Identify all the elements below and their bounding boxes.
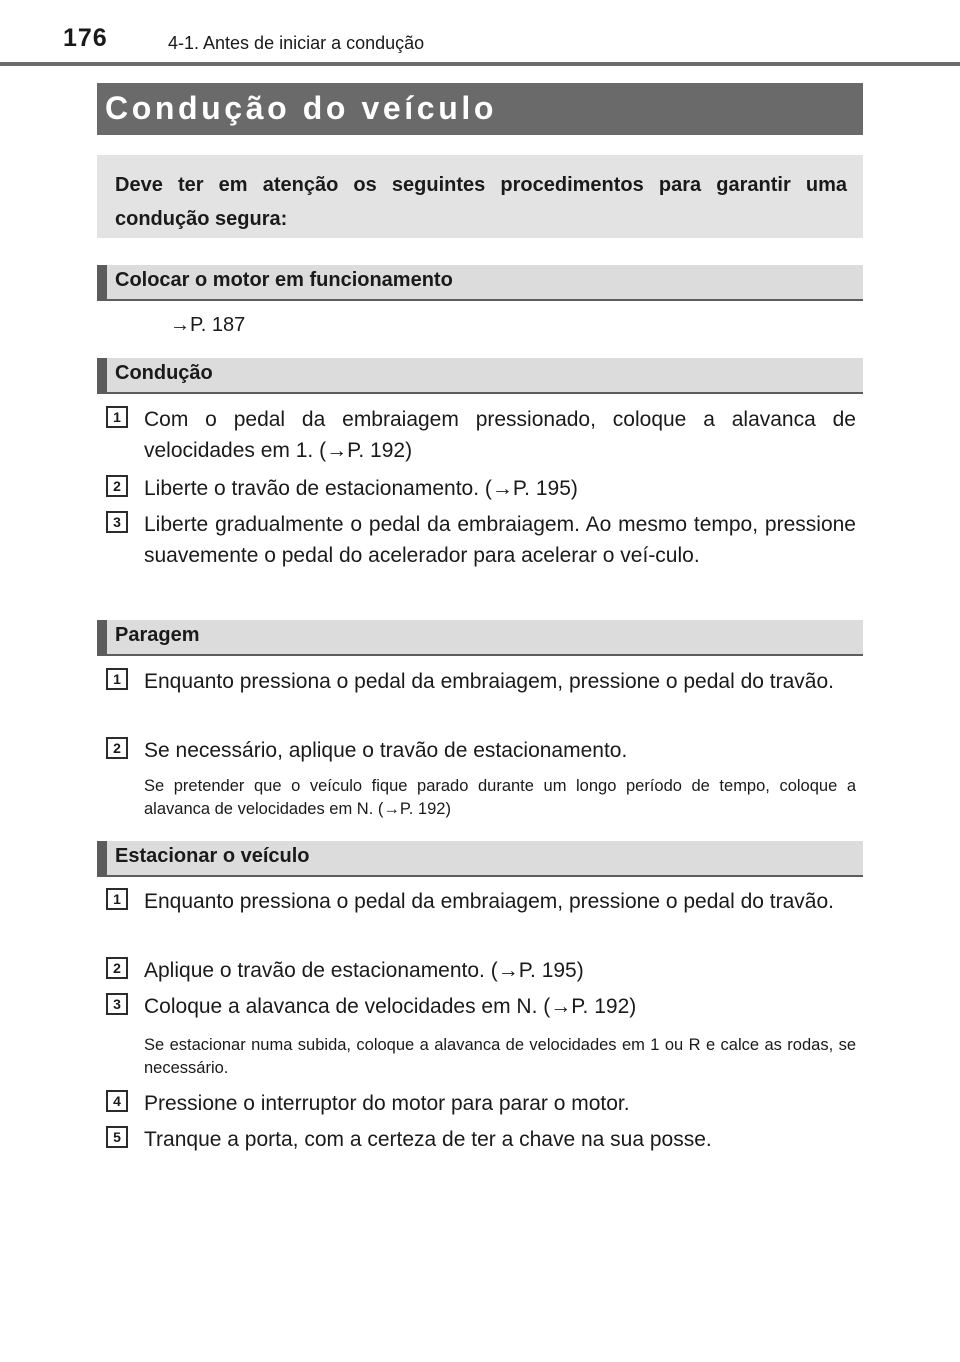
page-header <box>0 0 960 66</box>
step-text: Pressione o interruptor do motor para parar o motor. <box>144 1092 630 1115</box>
step-number-badge: 2 <box>106 737 128 759</box>
step-text: Liberte gradualmente o pedal da embraiagem. Ao mesmo tempo, pressione suavemente o pedal do acelerador para acelerar o veí-culo. <box>144 513 856 567</box>
header-rule <box>0 62 960 66</box>
step-number-badge: 1 <box>106 406 128 428</box>
step-text: Liberte o travão de estacionamento. (→P. 195) <box>144 477 578 500</box>
subheading-stopping <box>97 620 863 656</box>
step-number-badge: 5 <box>106 1126 128 1148</box>
subheading-driving <box>97 358 863 394</box>
step-number-badge: 1 <box>106 888 128 910</box>
step-number-badge: 3 <box>106 511 128 533</box>
step-number-badge: 1 <box>106 668 128 690</box>
page-title-bar <box>97 83 863 135</box>
step-text: Enquanto pressiona o pedal da embraiagem, pressione o pedal do travão. <box>144 670 834 693</box>
subheading-parking <box>97 841 863 877</box>
intro-box <box>97 155 863 238</box>
step-number-badge: 3 <box>106 993 128 1015</box>
step-number-badge: 2 <box>106 957 128 979</box>
subheading-text: Condução <box>115 362 213 384</box>
step-text: Coloque a alavanca de velocidades em N. (→P. 192) <box>144 995 637 1018</box>
subheading-start-engine <box>97 265 863 301</box>
intro-text: Deve ter em atenção os seguintes procedimentos para garantir uma condução segura: <box>115 174 847 230</box>
page-reference-link[interactable]: →P. 187 <box>170 314 246 336</box>
step-text: Com o pedal da embraiagem pressionado, coloque a alavanca de velocidades em 1. (→P. 192) <box>144 408 856 462</box>
section-label: 4-1. Antes de iniciar a condução <box>168 33 425 53</box>
step-text: Enquanto pressiona o pedal da embraiagem, pressione o pedal do travão. <box>144 890 834 913</box>
note-text: Se pretender que o veículo fique parado durante um longo período de tempo, coloque a alavanca de velocidades em N. (→P. 192) <box>144 777 856 818</box>
note-text: Se estacionar numa subida, coloque a alavanca de velocidades em 1 ou R e calce as rodas, se necessário. <box>144 1036 856 1077</box>
subheading-text: Estacionar o veículo <box>115 845 310 867</box>
step-number-badge: 2 <box>106 475 128 497</box>
step-number-badge: 4 <box>106 1090 128 1112</box>
step-text: Aplique o travão de estacionamento. (→P. 195) <box>144 959 584 982</box>
subheading-text: Paragem <box>115 624 200 646</box>
step-text: Se necessário, aplique o travão de estacionamento. <box>144 739 628 762</box>
page-title: Condução do veículo <box>105 90 497 126</box>
step-text: Tranque a porta, com a certeza de ter a chave na sua posse. <box>144 1128 712 1151</box>
page-number: 176 <box>63 24 108 52</box>
subheading-text: Colocar o motor em funcionamento <box>115 269 453 291</box>
